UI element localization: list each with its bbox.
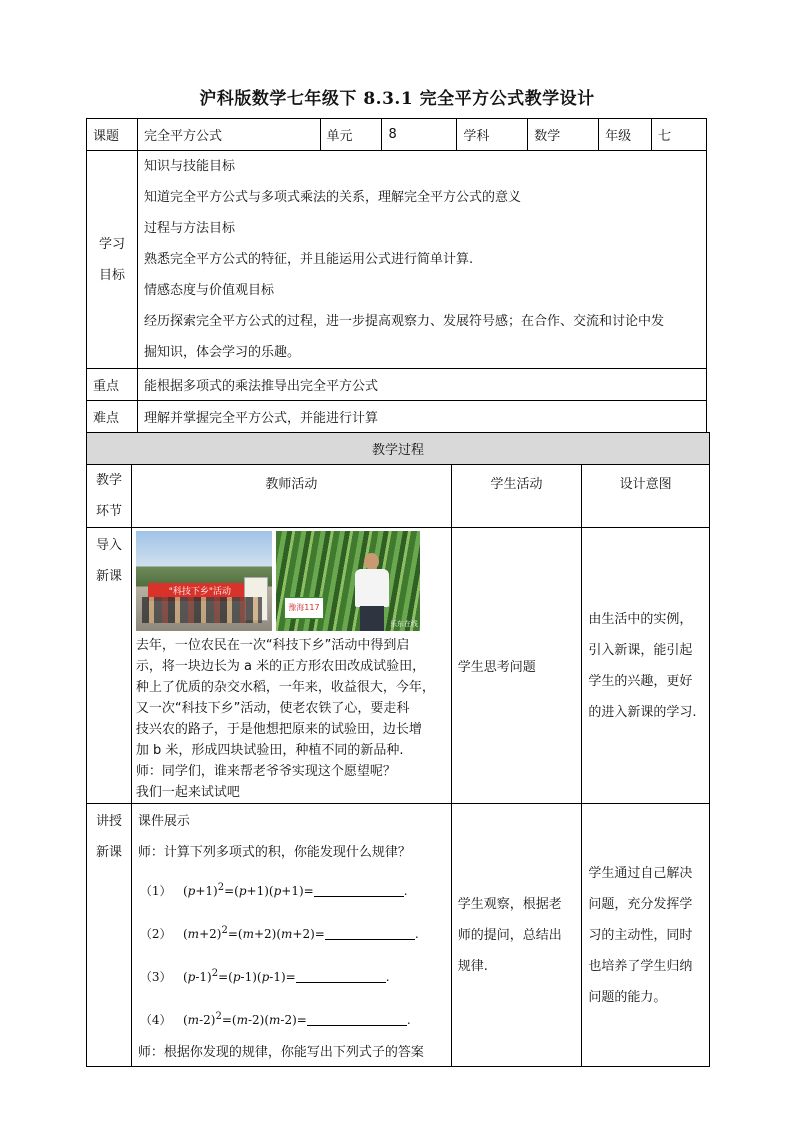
lecture-intent: 学生通过自己解决 问题，充分发挥学 习的主动性，同时 也培养了学生归纳 问题的能力。 <box>582 804 710 1067</box>
objective-line: 熟悉完全平方公式的特征，并且能运用公式进行简单计算. <box>143 252 474 267</box>
topic-value: 完全平方公式 <box>137 119 320 151</box>
answer-blank[interactable] <box>307 1013 407 1026</box>
event-banner: "科技下乡"活动 <box>148 583 252 601</box>
lecture-teacher: 课件展示 师：计算下列多项式的积，你能发现什么规律？ （1） $(p+1)^2=(p+1)(p+1)=$ . （2） $(m+2)^2=(m+2)(m+2)=$ . （3） $(p-1)^2=(p-1)(p-1)=$ . （4） $(m-2)^2=(m-2)(m-2)=$ . 师：根据你发现的规律，你能写出下列式子的答案 <box>131 804 451 1067</box>
formula-list <box>138 868 445 1040</box>
label-grade: 年级 <box>599 119 652 151</box>
unit-value: 8 <box>382 119 457 151</box>
label-unit: 单元 <box>320 119 382 151</box>
farmer-figure <box>352 553 392 631</box>
objective-line: 掘知识，体会学习的乐趣。 <box>143 345 300 360</box>
objective-line: 经历探索完全平方公式的过程，进一步提高观察力、发展符号感；在合作、交流和讨论中发 <box>143 314 664 329</box>
objectives-label: 学习 目标 <box>87 151 138 369</box>
subject-value: 数学 <box>528 119 599 151</box>
document-title: 沪科版数学七年级下 8.3.1 完全平方公式教学设计 <box>199 89 595 109</box>
intro-photos <box>136 531 449 631</box>
grade-value: 七 <box>652 119 707 151</box>
objectives-content <box>137 151 706 369</box>
info-table <box>86 118 707 433</box>
field-tag: 豫海117 <box>284 597 324 619</box>
label-subject: 学科 <box>457 119 528 151</box>
formula-line: （4） $(m-2)^2=(m-2)(m-2)=$ . <box>139 1011 411 1027</box>
formula-line: （1） $(p+1)^2=(p+1)(p+1)=$ . <box>139 882 408 898</box>
col-student: 学生活动 <box>451 465 582 528</box>
formula-line: （2） $(m+2)^2=(m+2)(m+2)=$ . <box>139 925 419 941</box>
objective-line: 知道完全平方公式与多项式乘法的关系，理解完全平方公式的意义 <box>143 190 521 205</box>
answer-blank[interactable] <box>296 970 386 983</box>
key-point-text: 能根据多项式的乘法推导出完全平方公式 <box>137 369 706 401</box>
difficulty-text: 理解并掌握完全平方公式，并能进行计算 <box>137 401 706 433</box>
answer-blank[interactable] <box>314 884 404 897</box>
intro-student: 学生思考问题 <box>451 528 582 804</box>
formula-line: （3） $(p-1)^2=(p-1)(p-1)=$ . <box>139 968 390 984</box>
col-stage: 教学 环节 <box>87 465 132 528</box>
village-event-photo <box>136 531 272 631</box>
col-intent: 设计意图 <box>582 465 710 528</box>
intro-stage: 导入 新课 <box>87 528 132 804</box>
intro-teacher <box>131 528 451 804</box>
col-teacher: 教师活动 <box>131 465 451 528</box>
difficulty-label: 难点 <box>87 401 138 433</box>
intro-intent: 由生活中的实例， 引入新课，能引起 学生的兴趣，更好 的进入新课的学习. <box>582 528 710 804</box>
process-header: 教学过程 <box>87 433 710 465</box>
process-table <box>86 432 710 1067</box>
cornfield-photo <box>276 531 420 631</box>
lecture-stage: 讲授 新课 <box>87 804 132 1067</box>
objective-line: 过程与方法目标 <box>143 221 235 236</box>
objective-line: 情感态度与价值观目标 <box>143 283 274 298</box>
label-topic: 课题 <box>87 119 138 151</box>
watermark: 乐东在线 <box>389 620 418 628</box>
lecture-student: 学生观察，根据老 师的提问，总结出 规律. <box>451 804 582 1067</box>
crowd <box>142 597 262 623</box>
answer-blank[interactable] <box>325 927 415 940</box>
objective-line: 知识与技能目标 <box>143 159 235 174</box>
key-point-label: 重点 <box>87 369 138 401</box>
intro-story: 去年，一位农民在一次“科技下乡”活动中得到启 示，将一块边长为 a 米的正方形农田改成试验田， 种上了优质的杂交水稻，一年来，收益很大，今年， 又一次“科技下乡”活动，使老农铁了心，要走科 技兴农的路子，于是他想把原来的试验田，边长增 加 b 米，形成四块试验田，种植不同的新品种. 师：同学们，谁来帮老爷爷实现这个愿望呢？ 我们一起来试试吧 <box>135 638 435 800</box>
